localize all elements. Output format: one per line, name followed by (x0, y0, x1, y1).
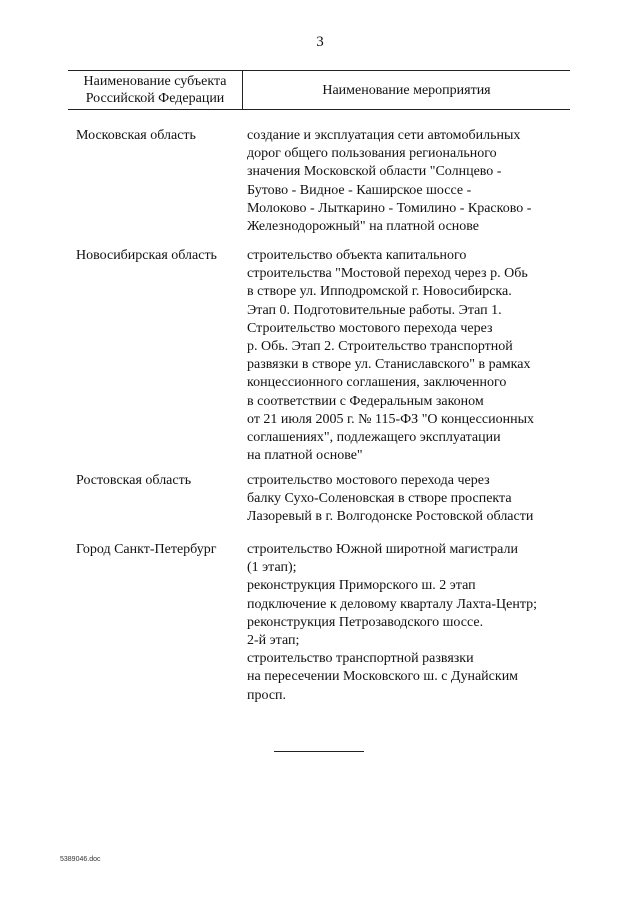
activity-line: строительство транспортной развязки (247, 651, 474, 667)
activity-line: р. Обь. Этап 2. Строительство транспортной (247, 339, 513, 355)
activity-line: подключение к деловому кварталу Лахта-Центр; (247, 596, 538, 612)
header-activity: Наименование мероприятия (322, 83, 491, 98)
header-subject-line: Наименование субъекта (83, 74, 227, 89)
row-activity (247, 541, 577, 705)
activity-line: строительства "Мостовой переход через р. Обь (247, 266, 528, 282)
activity-line: на платной основе" (247, 448, 363, 464)
table-header (68, 70, 570, 110)
row-activity (247, 247, 577, 465)
activity-line: значения Московской области "Солнцево - (247, 164, 502, 180)
end-of-document-rule (274, 751, 364, 752)
activity-line: реконструкция Петрозаводского шоссе. (247, 614, 484, 630)
activity-line: строительство мостового перехода через (247, 473, 490, 488)
activity-line: Железнодорожный" на платной основе (247, 219, 480, 235)
activity-line: развязки в створе ул. Станиславского" в рамках (247, 357, 531, 373)
row-activity (247, 127, 577, 236)
row-subject: Ростовская область (76, 473, 192, 488)
row-activity (247, 472, 577, 527)
activity-line: создание и эксплуатация сети автомобильных (247, 128, 521, 143)
row-subject: Московская область (76, 128, 196, 143)
activity-line: строительство объекта капитального (247, 248, 467, 263)
activity-line: Этап 0. Подготовительные работы. Этап 1. (247, 302, 502, 318)
activity-line: на пересечении Московского ш. с Дунайским (247, 669, 519, 685)
activity-line: (1 этап); (247, 560, 297, 576)
activity-line: дорог общего пользования регионального (247, 146, 497, 162)
activity-line: Молоково - Лыткарино - Томилино - Красково - (247, 200, 532, 216)
activity-line: соглашениях", подлежащего эксплуатации (247, 430, 501, 446)
activity-line: в створе ул. Ипподромской г. Новосибирска. (247, 284, 512, 300)
activity-line: просп. (247, 687, 287, 703)
row-subject: Новосибирская область (76, 248, 217, 263)
page-number: 3 (316, 34, 324, 50)
activity-line: Бутово - Видное - Каширское шоссе - (247, 182, 472, 198)
row-subject: Город Санкт-Петербург (76, 542, 217, 557)
activity-line: концессионного соглашения, заключенного (247, 375, 507, 391)
activity-line: балку Сухо-Соленовская в створе проспекта (247, 491, 512, 507)
activity-line: в соответствии с Федеральным законом (247, 393, 484, 409)
activity-line: Лазоревый в г. Волгодонске Ростовской области (247, 509, 534, 525)
activity-line: от 21 июля 2005 г. № 115-ФЗ "О концессионных (247, 411, 534, 427)
activity-line: строительство Южной широтной магистрали (247, 542, 518, 557)
activity-line: реконструкция Приморского ш. 2 этап (247, 578, 476, 594)
header-subject (68, 73, 242, 107)
document-id: 5389046.doc (60, 856, 101, 863)
header-subject-line: Российской Федерации (85, 91, 225, 106)
activity-line: Строительство мостового перехода через (247, 320, 493, 336)
activity-line: 2-й этап; (247, 633, 300, 649)
